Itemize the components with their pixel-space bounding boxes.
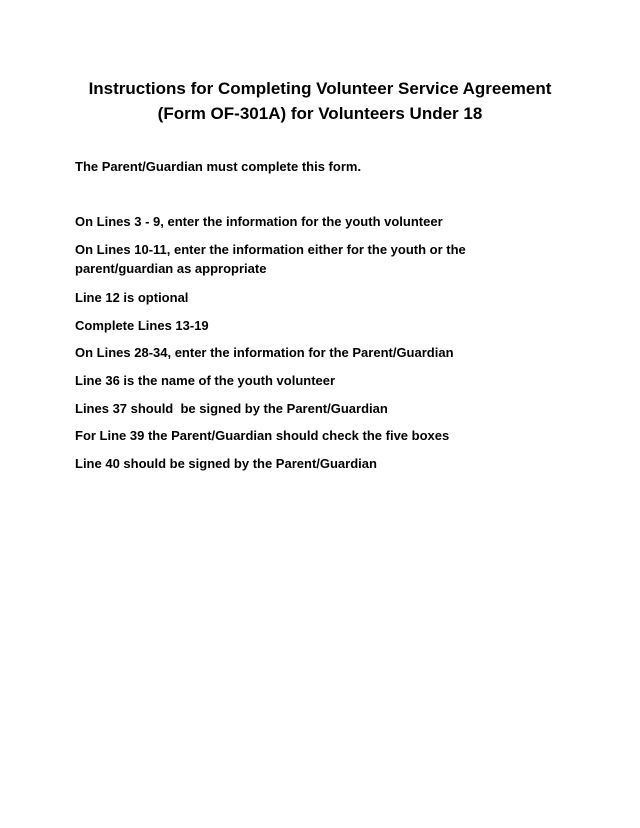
intro-paragraph: The Parent/Guardian must complete this form. bbox=[75, 159, 362, 174]
instruction-line-9: Line 40 should be signed by the Parent/Guardian bbox=[75, 456, 377, 471]
instruction-line-4: Complete Lines 13-19 bbox=[75, 318, 209, 333]
instruction-line-6: Line 36 is the name of the youth volunteer bbox=[75, 373, 336, 388]
instruction-line-8: For Line 39 the Parent/Guardian should check the five boxes bbox=[75, 428, 450, 443]
instruction-line-3: Line 12 is optional bbox=[75, 290, 189, 305]
instruction-line-1: On Lines 3 - 9, enter the information for the youth volunteer bbox=[75, 214, 443, 229]
instruction-line-7: Lines 37 should be signed by the Parent/Guardian bbox=[75, 401, 388, 416]
instruction-line-2: On Lines 10-11, enter the information either for the youth or the parent/guardian as appropriate bbox=[75, 242, 466, 276]
title-line-2: (Form OF-301A) for Volunteers Under 18 bbox=[157, 104, 483, 123]
instruction-line-5: On Lines 28-34, enter the information for the Parent/Guardian bbox=[75, 345, 454, 360]
page-title bbox=[40, 76, 600, 126]
title-line-1: Instructions for Completing Volunteer Service Agreement bbox=[88, 79, 552, 98]
